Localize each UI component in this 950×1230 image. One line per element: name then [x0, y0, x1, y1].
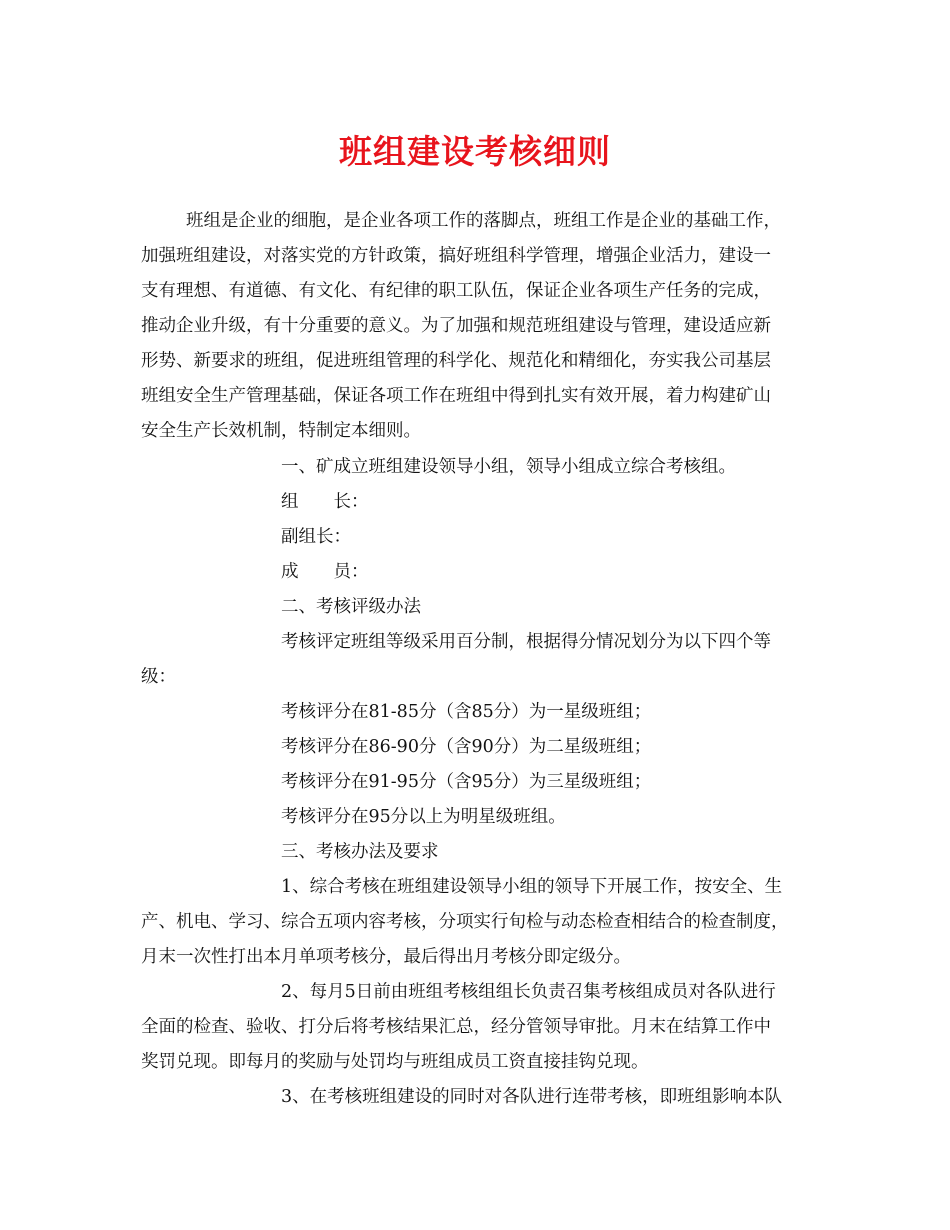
paragraph-line: 班组是企业的细胞，是企业各项工作的落脚点，班组工作是企业的基础工作， — [186, 211, 781, 231]
paragraph-line: 3、在考核班组建设的同时对各队进行连带考核，即班组影响本队 — [281, 1087, 783, 1107]
field-label: 成 员： — [281, 562, 369, 582]
paragraph-line: 班组安全生产管理基础，保证各项工作在班组中得到扎实有效开展，着力构建矿山 — [141, 386, 771, 406]
paragraph-line: 级： — [141, 667, 176, 687]
section-heading: 三、考核办法及要求 — [281, 842, 439, 862]
paragraph-line: 推动企业升级，有十分重要的意义。为了加强和规范班组建设与管理，建设适应新 — [141, 316, 771, 336]
paragraph-line: 安全生产长效机制，特制定本细则。 — [141, 421, 421, 441]
paragraph-line: 2、每月5日前由班组考核组组长负责召集考核组成员对各队进行 — [281, 982, 776, 1002]
grade-line: 考核评分在81-85分（含85分）为一星级班组； — [281, 702, 652, 722]
paragraph-line: 全面的检查、验收、打分后将考核结果汇总，经分管领导审批。月末在结算工作中 — [141, 1017, 771, 1037]
field-label: 组 长： — [281, 492, 369, 512]
paragraph-line: 形势、新要求的班组，促进班组管理的科学化、规范化和精细化，夯实我公司基层 — [141, 351, 771, 371]
paragraph-line: 奖罚兑现。即每月的奖励与处罚均与班组成员工资直接挂钩兑现。 — [141, 1052, 649, 1072]
paragraph-line: 月末一次性打出本月单项考核分，最后得出月考核分即定级分。 — [141, 947, 631, 967]
grade-line: 考核评分在86-90分（含90分）为二星级班组； — [281, 737, 652, 757]
paragraph-line: 加强班组建设，对落实党的方针政策，搞好班组科学管理，增强企业活力，建设一 — [141, 246, 771, 266]
grade-line: 考核评分在95分以上为明星级班组。 — [281, 807, 566, 827]
paragraph-line: 产、机电、学习、综合五项内容考核，分项实行旬检与动态检查相结合的检查制度， — [141, 912, 789, 932]
paragraph-line: 1、综合考核在班组建设领导小组的领导下开展工作，按安全、生 — [281, 877, 783, 897]
grade-line: 考核评分在91-95分（含95分）为三星级班组； — [281, 772, 652, 792]
paragraph-line: 考核评定班组等级采用百分制，根据得分情况划分为以下四个等 — [281, 632, 771, 652]
document-title: 班组建设考核细则 — [339, 132, 611, 171]
section-heading: 一、矿成立班组建设领导小组，领导小组成立综合考核组。 — [281, 457, 736, 477]
paragraph-line: 支有理想、有道德、有文化、有纪律的职工队伍，保证企业各项生产任务的完成， — [141, 281, 771, 301]
field-label: 副组长： — [281, 527, 351, 547]
section-heading: 二、考核评级办法 — [281, 597, 421, 617]
